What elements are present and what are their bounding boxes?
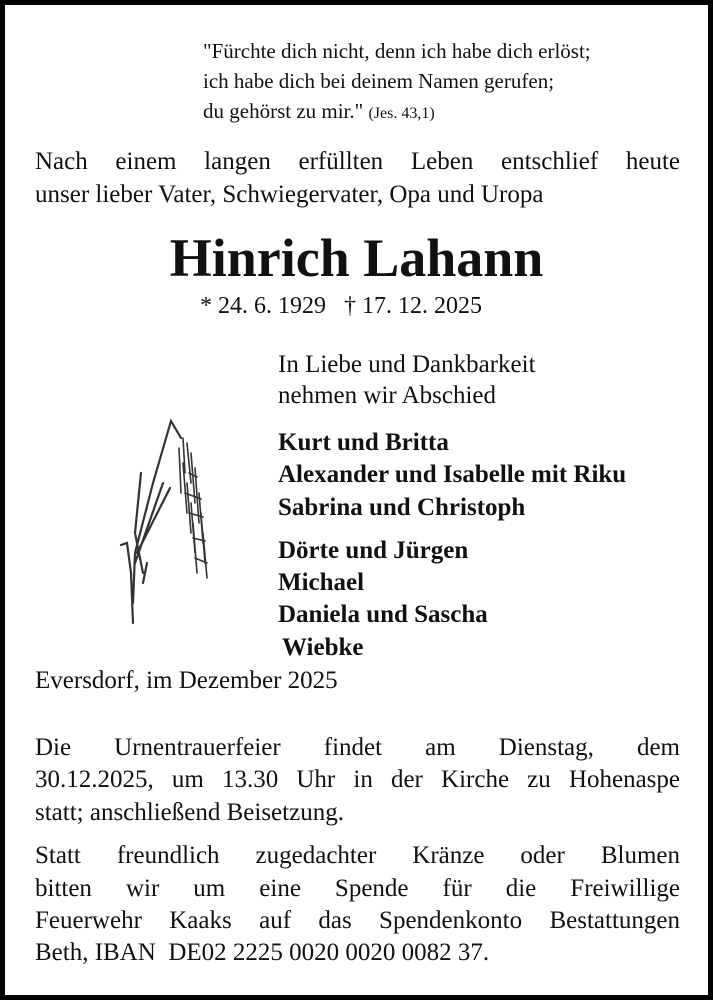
quote-line: "Fürchte dich nicht, denn ich habe dich erlöst; xyxy=(203,39,591,63)
mourner: Daniela und Sascha xyxy=(278,601,488,628)
donation-line: Statt freundlich zugedachter Kränze oder Blumen xyxy=(35,842,680,869)
ceremony-line: statt; anschließend Beisetzung. xyxy=(35,799,344,826)
ceremony-line: Die Urnentrauerfeier findet am Dienstag, dem xyxy=(35,734,680,761)
death-date: † 17. 12. 2025 xyxy=(344,293,482,319)
mourner: Wiebke xyxy=(282,634,364,661)
quote-line xyxy=(203,99,435,124)
farewell-line: nehmen wir Abschied xyxy=(278,382,497,409)
mourner: Michael xyxy=(278,569,365,596)
mourner: Kurt und Britta xyxy=(278,429,449,456)
quote-reference: (Jes. 43,1) xyxy=(368,105,435,122)
place-date: Eversdorf, im Dezember 2025 xyxy=(35,667,338,694)
intro-line: Nach einem langen erfüllten Leben entschlief heute xyxy=(35,148,680,175)
ceremony-line: 30.12.2025, um 13.30 Uhr in der Kirche zu Hohenaspe xyxy=(35,766,680,793)
deceased-name: Hinrich Lahann xyxy=(169,228,544,288)
life-dates xyxy=(200,293,482,320)
quote-line: ich habe dich bei deinem Namen gerufen; xyxy=(203,69,555,93)
grass-ear-illustration xyxy=(113,413,218,633)
quote-line-text: du gehörst zu mir." xyxy=(203,99,364,123)
birth-date: * 24. 6. 1929 xyxy=(200,293,326,319)
donation-line: Feuerwehr Kaaks auf das Spendenkonto Bestattungen xyxy=(35,907,680,934)
donation-line: bitten wir um eine Spende für die Freiwillige xyxy=(35,875,680,902)
mourner: Sabrina und Christoph xyxy=(278,494,526,521)
farewell-line: In Liebe und Dankbarkeit xyxy=(278,351,536,378)
donation-line: Beth, IBAN DE02 2225 0020 0020 0082 37. xyxy=(35,939,490,966)
intro-line: unser lieber Vater, Schwiegervater, Opa und Uropa xyxy=(35,181,544,208)
mourner: Alexander und Isabelle mit Riku xyxy=(278,461,627,488)
mourner: Dörte und Jürgen xyxy=(278,537,469,564)
